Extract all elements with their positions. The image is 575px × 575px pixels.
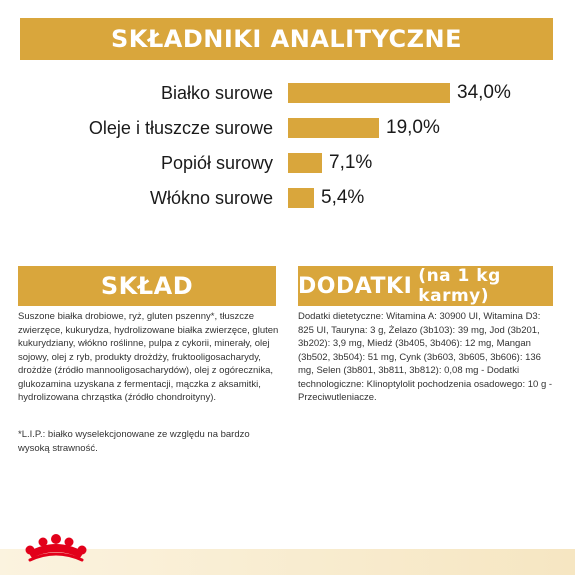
composition-title-banner xyxy=(18,266,276,306)
analytics-title-banner xyxy=(20,18,553,60)
additives-title-unit: (na 1 kg karmy) xyxy=(418,266,501,306)
analytics-value: 7,1% xyxy=(329,152,373,173)
analytics-bar xyxy=(288,188,314,208)
analytics-bar xyxy=(288,83,450,103)
analytics-label: Oleje i tłuszcze surowe xyxy=(88,118,273,138)
composition-note: *L.I.P.: białko wyselekcjonowane ze względu na bardzo wysoką strawność. xyxy=(18,429,250,454)
additives-title: DODATKI xyxy=(298,273,413,299)
analytics-row xyxy=(0,78,575,108)
analytics-row xyxy=(0,183,575,213)
royal-canin-crown-icon xyxy=(24,530,88,571)
analytics-row xyxy=(0,113,575,143)
analytics-value: 19,0% xyxy=(386,117,440,138)
analytics-value: 34,0% xyxy=(457,82,511,103)
analytics-label: Białko surowe xyxy=(160,83,273,103)
analytics-value: 5,4% xyxy=(321,187,365,208)
analytics-bar xyxy=(288,118,379,138)
analytics-label: Włókno surowe xyxy=(149,188,273,208)
analytics-title: SKŁADNIKI ANALITYCZNE xyxy=(110,25,463,53)
composition-text: Suszone białka drobiowe, ryż, gluten pszenny*, tłuszcze zwierzęce, kukurydza, hydrolizowane białka zwierzęce, gluten kukurydziany, włókno roślinne, pulpa z cykorii, minerały, olej sojowy, olej z ryb, produkty drożdży, fruktooligosacharydy, drożdże (źródło mannooligosacharydów), olej z ogórecznika, glukozamina uzyskana z fermentacji, mączka z aksamitki, hydrolizowana chrząstka (źródło chondroityny). xyxy=(18,311,279,403)
analytics-label: Popiół surowy xyxy=(160,153,273,173)
additives-title-banner xyxy=(298,266,553,306)
composition-title: SKŁAD xyxy=(100,272,194,300)
analytics-bar xyxy=(288,153,322,173)
analytics-row xyxy=(0,148,575,178)
additives-text: Dodatki dietetyczne: Witamina A: 30900 UI, Witamina D3: 825 UI, Tauryna: 3 g, Żelazo (3b103): 39 mg, Jod (3b201, 3b202): 3,9 mg, Miedź (3b405, 3b406): 12 mg, Mangan (3b502, 3b504): 51 mg, Cynk (3b603, 3b605, 3b606): 136 mg, Selen (3b801, 3b811, 3b812): 0,08 mg - Dodatki technologiczne: Klinoptylolit pochodzenia osadowego: 10 g - Przeciwutleniacze. xyxy=(298,311,553,403)
